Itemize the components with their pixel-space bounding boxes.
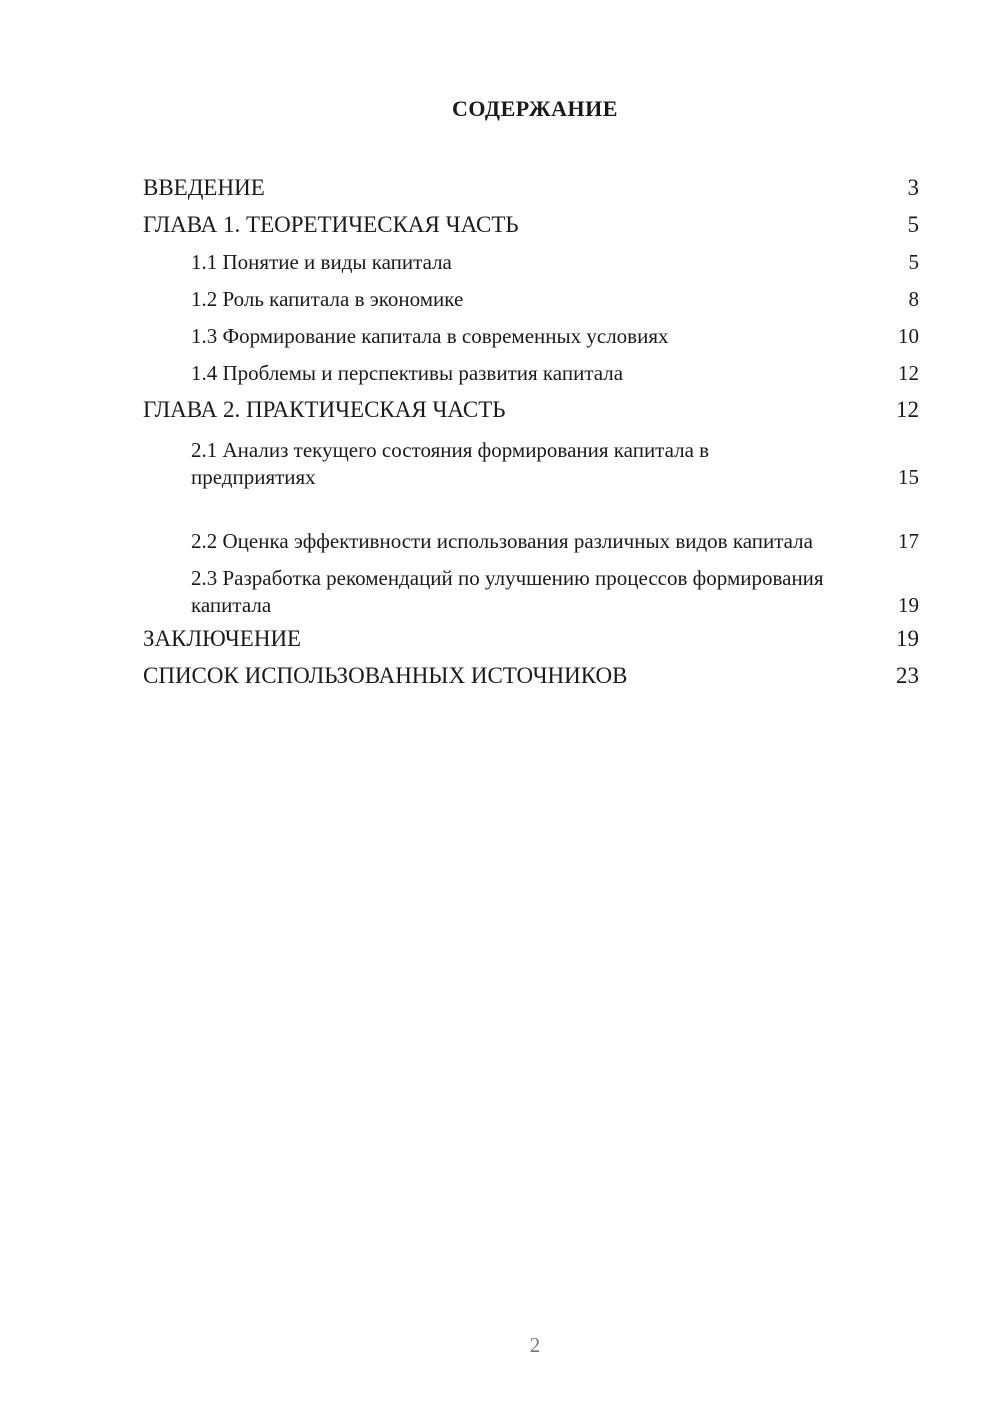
toc-entry-label: 2.3 Разработка рекомендаций по улучшению процессов формирования капитала xyxy=(191,566,824,617)
toc-entry-chapter-2 xyxy=(143,390,919,427)
toc-entry-label: ЗАКЛЮЧЕНИЕ xyxy=(143,626,302,651)
toc-entry-introduction xyxy=(143,168,919,205)
toc-entry-label: 1.3 Формирование капитала в современных условиях xyxy=(191,324,669,348)
toc-entry-section-1-2 xyxy=(143,279,919,316)
toc-entry-page: 10 xyxy=(898,324,919,348)
toc-entry-label: ГЛАВА 2. ПРАКТИЧЕСКАЯ ЧАСТЬ xyxy=(143,397,506,422)
toc-entry-label: ГЛАВА 1. ТЕОРЕТИЧЕСКАЯ ЧАСТЬ xyxy=(143,212,519,237)
toc-entry-section-1-1 xyxy=(143,242,919,279)
page-number: 2 xyxy=(529,1333,541,1357)
toc-entry-label: 1.4 Проблемы и перспективы развития капитала xyxy=(191,361,624,385)
toc-entry-page: 23 xyxy=(896,663,919,688)
toc-entry-page: 19 xyxy=(896,626,919,651)
toc-entry-page: 3 xyxy=(907,175,919,200)
toc-entry-label: 2.2 Оценка эффективности использования различных видов капитала xyxy=(191,529,813,553)
toc-entry-conclusion xyxy=(143,619,919,656)
table-of-contents xyxy=(143,168,919,693)
toc-entry-page: 5 xyxy=(907,212,919,237)
page-title: СОДЕРЖАНИЕ xyxy=(452,96,618,121)
toc-entry-page: 19 xyxy=(898,593,919,617)
toc-entry-section-2-1 xyxy=(143,427,919,491)
toc-entry-page: 12 xyxy=(896,397,919,422)
toc-entry-label: СПИСОК ИСПОЛЬЗОВАННЫХ ИСТОЧНИКОВ xyxy=(143,663,628,688)
toc-entry-page: 12 xyxy=(898,361,919,385)
toc-entry-section-1-4 xyxy=(143,353,919,390)
toc-entry-label: 2.1 Анализ текущего состояния формирования капитала в предприятиях xyxy=(191,438,710,489)
toc-entry-section-2-3 xyxy=(143,555,919,619)
toc-entry-section-2-2 xyxy=(143,491,919,555)
toc-entry-page: 17 xyxy=(898,529,919,553)
toc-entry-chapter-1 xyxy=(143,205,919,242)
toc-entry-label: ВВЕДЕНИЕ xyxy=(143,175,265,200)
toc-entry-label: 1.1 Понятие и виды капитала xyxy=(191,250,452,274)
toc-entry-references xyxy=(143,656,919,693)
toc-entry-page: 8 xyxy=(908,287,919,311)
toc-entry-page: 15 xyxy=(898,465,919,489)
toc-entry-label: 1.2 Роль капитала в экономике xyxy=(191,287,464,311)
toc-entry-page: 5 xyxy=(908,250,919,274)
toc-entry-section-1-3 xyxy=(143,316,919,353)
